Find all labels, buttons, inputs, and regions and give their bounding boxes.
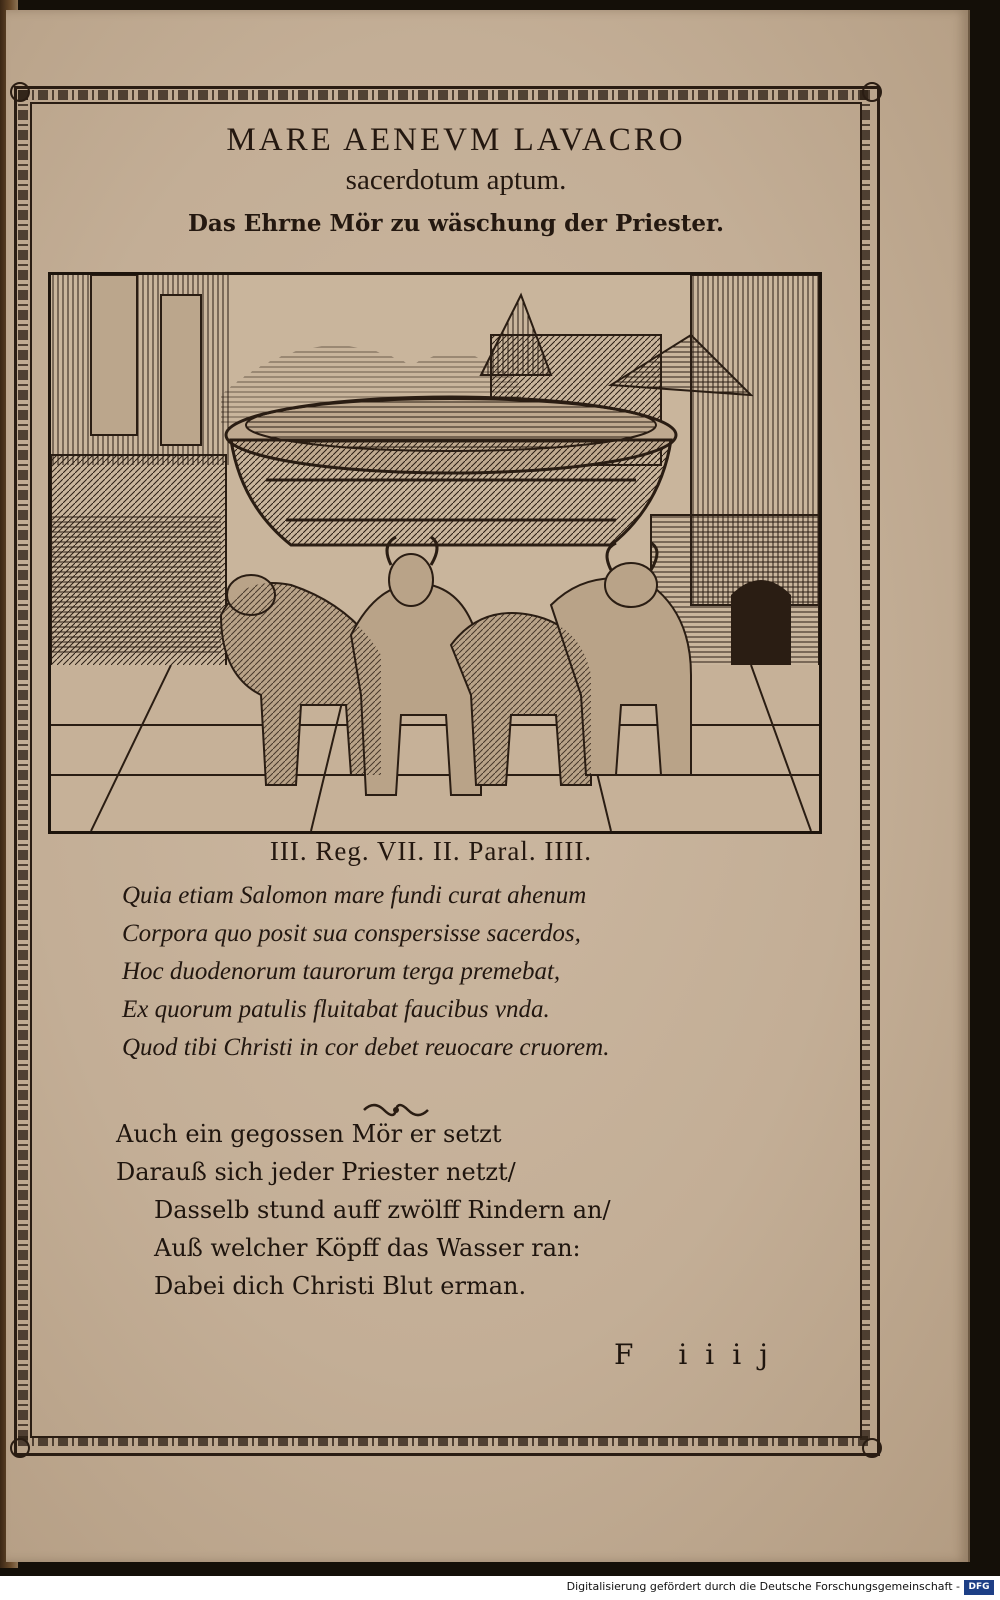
- german-verse-line: Dabei dich Christi Blut erman.: [154, 1272, 527, 1300]
- page-subtitle: sacerdotum aptum.: [345, 164, 567, 196]
- german-verse-line: Auch ein gegossen Mör er setzt: [116, 1120, 502, 1148]
- digitization-footer: [0, 1576, 1000, 1600]
- frame-chain-right: [860, 90, 870, 1444]
- latin-verse-line: Ex quorum patulis fluitabat faucibus vnda.: [122, 996, 550, 1023]
- frame-corner-ornament: [10, 82, 30, 102]
- book-page: [6, 10, 970, 1562]
- frame-chain-top: [18, 90, 870, 100]
- frame-corner-ornament: [862, 82, 882, 102]
- latin-verse-line: Quod tibi Christi in cor debet reuocare cruorem.: [122, 1034, 610, 1061]
- latin-verse-line: Hoc duodenorum taurorum terga premebat,: [122, 958, 561, 985]
- german-title: Das Ehrne Mör zu wäschung der Priester.: [187, 210, 724, 237]
- dfg-logo: DFG: [964, 1580, 994, 1595]
- scripture-citation: III. Reg. VII. II. Paral. IIII.: [269, 836, 593, 866]
- footer-credit: Digitalisierung gefördert durch die Deutsche Forschungsgemeinschaft -: [566, 1580, 960, 1593]
- latin-verse-line: Quia etiam Salomon mare fundi curat ahenum: [122, 882, 587, 909]
- frame-corner-ornament: [862, 1438, 882, 1458]
- frame-chain-left: [18, 90, 28, 1444]
- signature-mark: F iiij: [614, 1338, 786, 1371]
- woodcut-illustration: [48, 272, 822, 834]
- woodcut-drawing: [51, 275, 819, 831]
- latin-verse-line: Corpora quo posit sua conspersisse sacerdos,: [122, 920, 581, 947]
- german-verse-line: Darauß sich jeder Priester netzt/: [116, 1158, 516, 1186]
- frame-corner-ornament: [10, 1438, 30, 1458]
- german-verse-line: Auß welcher Köpff das Wasser ran:: [154, 1234, 581, 1262]
- fleuron-ornament: [362, 1100, 430, 1120]
- german-verse-line: Dasselb stund auff zwölff Rindern an/: [154, 1196, 611, 1224]
- page-title: MARE AENEVM LAVACRO: [226, 122, 686, 158]
- frame-chain-bottom: [18, 1436, 870, 1446]
